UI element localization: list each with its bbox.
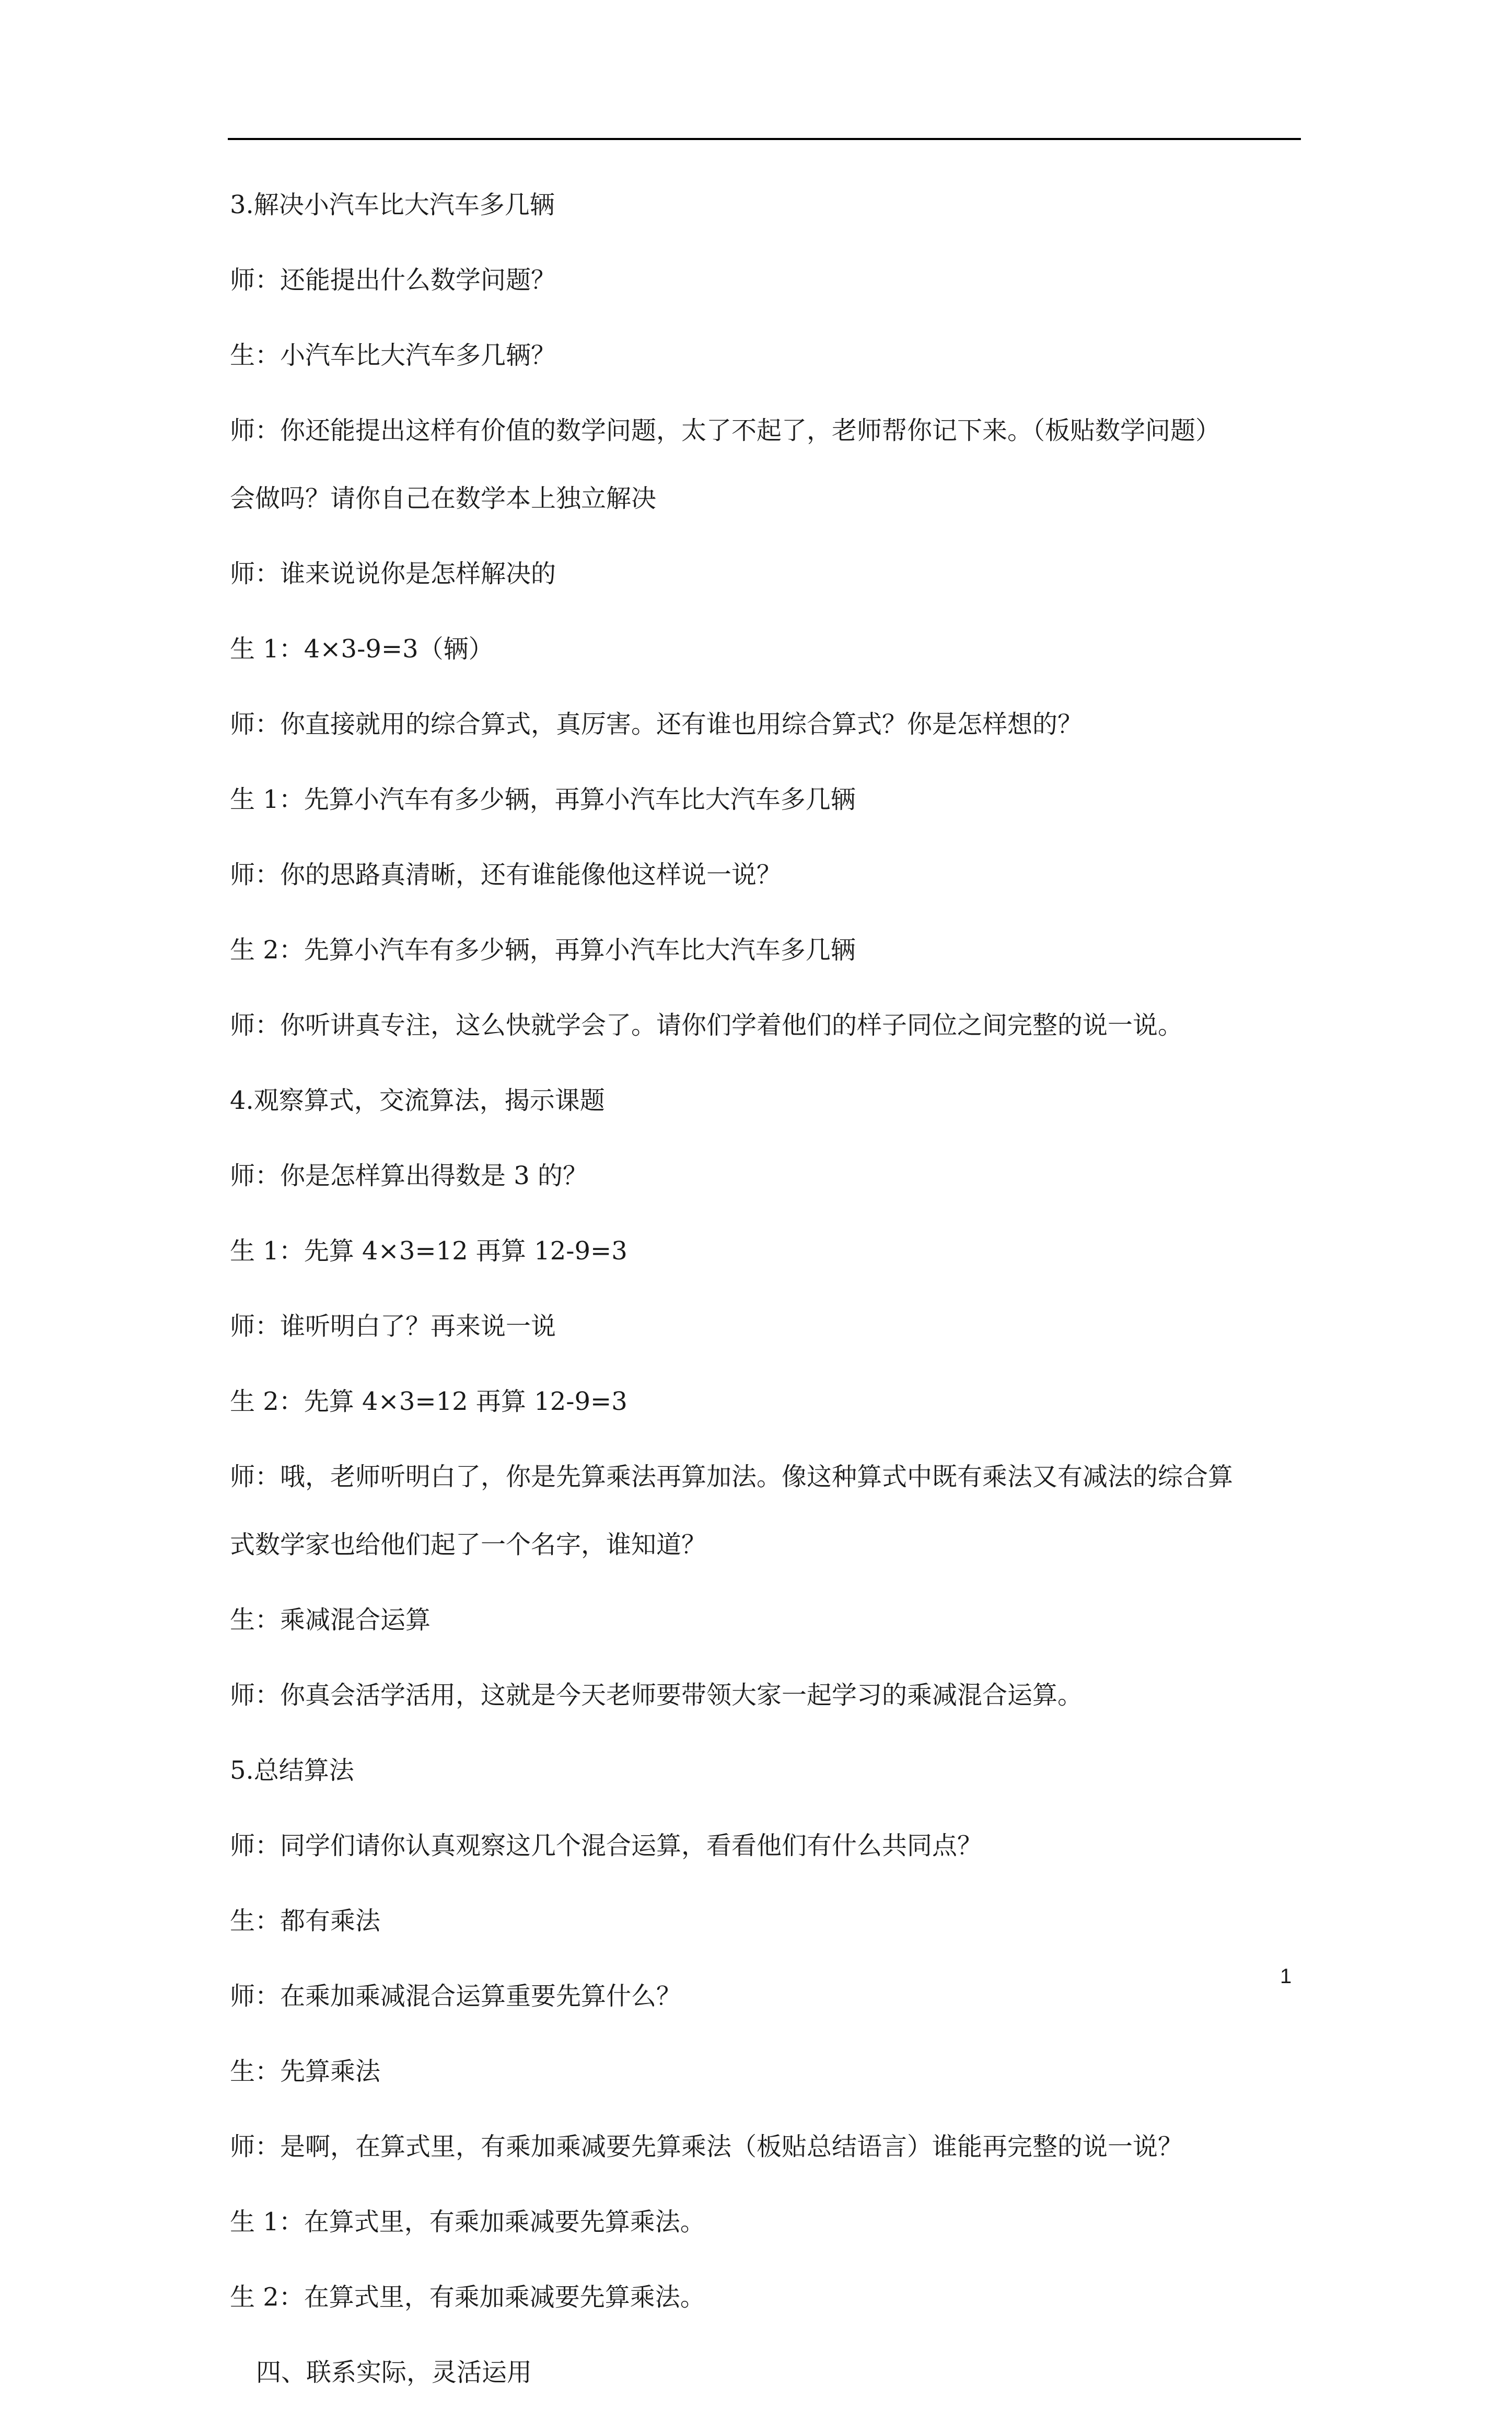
dialogue-line: 师：在乘加乘减混合运算重要先算什么？ — [230, 1982, 682, 2011]
part-heading: 四、联系实际，灵活运用 — [256, 2358, 532, 2387]
dialogue-line: 师：你直接就用的综合算式，真厉害。还有谁也用综合算式？你是怎样想的？ — [230, 710, 1083, 739]
dialogue-line: 生 1：4×3-9=3（辆） — [230, 634, 494, 664]
dialogue-line: 生 1：先算小汽车有多少辆，再算小汽车比大汽车多几辆 — [230, 785, 856, 814]
header-rule — [228, 138, 1301, 140]
dialogue-line: 生：都有乘法 — [230, 1906, 381, 1936]
body-text — [230, 189, 1306, 2432]
page-number: 1 — [1280, 1965, 1292, 1988]
dialogue-line: 师：谁来说说你是怎样解决的 — [230, 559, 556, 588]
dialogue-line: 师：是啊，在算式里，有乘加乘减要先算乘法（板贴总结语言）谁能再完整的说一说？ — [230, 2132, 1183, 2161]
dialogue-line: 师：还能提出什么数学问题？ — [230, 265, 556, 295]
dialogue-line: 师：你真会活学活用，这就是今天老师要带领大家一起学习的乘减混合运算。 — [230, 1681, 1083, 1710]
dialogue-line: 师：谁听明白了？再来说一说 — [230, 1312, 556, 1341]
section-heading: 5.总结算法 — [230, 1756, 354, 1785]
dialogue-line: 生 2：在算式里，有乘加乘减要先算乘法。 — [230, 2283, 705, 2312]
dialogue-line: 师：你是怎样算出得数是 3 的？ — [230, 1161, 588, 1190]
dialogue-line: 师：你还能提出这样有价值的数学问题，太了不起了，老师帮你记下来。（板贴数学问题） — [230, 416, 1221, 445]
dialogue-line: 生 1：先算 4×3=12 再算 12-9=3 — [230, 1236, 627, 1266]
dialogue-line: 生：小汽车比大汽车多几辆？ — [230, 341, 556, 370]
dialogue-line: 师：你听讲真专注，这么快就学会了。请你们学着他们的样子同位之间完整的说一说。 — [230, 1011, 1183, 1040]
dialogue-line: 生：先算乘法 — [230, 2057, 381, 2086]
dialogue-line: 生 2：先算小汽车有多少辆，再算小汽车比大汽车多几辆 — [230, 935, 856, 965]
dialogue-line-continued: 会做吗？请你自己在数学本上独立解决 — [230, 484, 657, 513]
dialogue-line-continued: 式数学家也给他们起了一个名字，谁知道？ — [230, 1530, 707, 1559]
dialogue-line: 生 1：在算式里，有乘加乘减要先算乘法。 — [230, 2207, 705, 2237]
dialogue-line: 师：你的思路真清晰，还有谁能像他这样说一说？ — [230, 860, 782, 889]
section-heading: 3.解决小汽车比大汽车多几辆 — [230, 190, 555, 219]
dialogue-line: 生 2：先算 4×3=12 再算 12-9=3 — [230, 1387, 627, 1416]
dialogue-line: 师：同学们请你认真观察这几个混合运算，看看他们有什么共同点？ — [230, 1831, 983, 1860]
dialogue-line: 生：乘减混合运算 — [230, 1605, 431, 1635]
dialogue-line: 师：哦，老师听明白了，你是先算乘法再算加法。像这种算式中既有乘法又有减法的综合算 — [230, 1462, 1234, 1491]
section-heading: 4.观察算式，交流算法，揭示课题 — [230, 1086, 605, 1115]
